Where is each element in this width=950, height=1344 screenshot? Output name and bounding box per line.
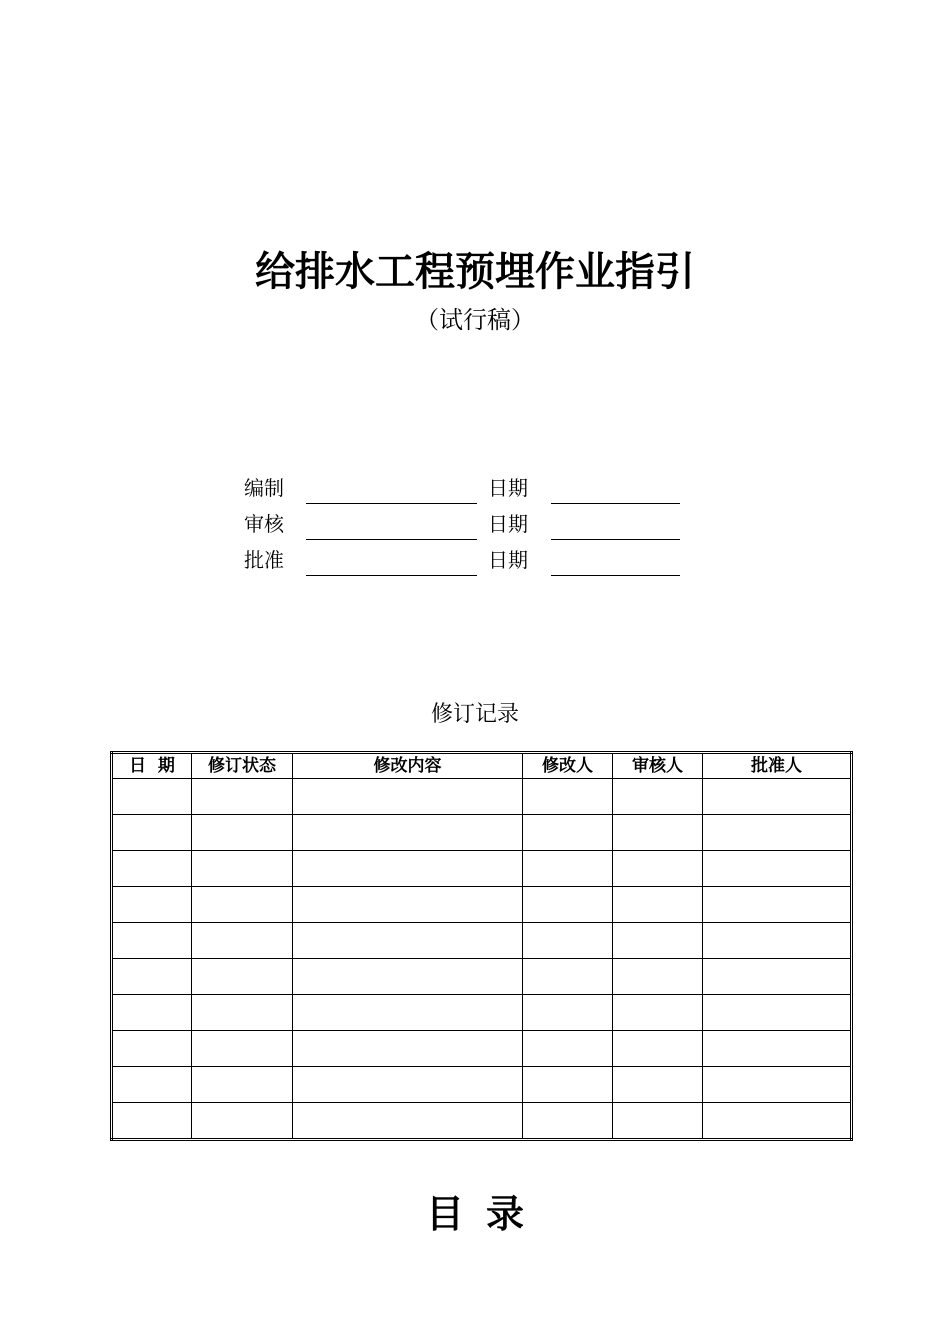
signoff-name-line (306, 575, 477, 576)
column-header-approver: 批准人 (703, 753, 852, 779)
table-cell[interactable] (613, 995, 703, 1031)
table-cell[interactable] (192, 887, 293, 923)
table-cell[interactable] (192, 851, 293, 887)
table-cell[interactable] (192, 1031, 293, 1067)
table-cell[interactable] (613, 779, 703, 815)
column-header-reviewer: 审核人 (613, 753, 703, 779)
revision-table-body (112, 779, 852, 1140)
table-cell[interactable] (523, 1067, 613, 1103)
table-cell[interactable] (192, 1067, 293, 1103)
table-cell[interactable] (703, 995, 852, 1031)
table-cell[interactable] (293, 1031, 523, 1067)
table-cell[interactable] (613, 1031, 703, 1067)
table-cell[interactable] (112, 851, 192, 887)
table-row (112, 995, 852, 1031)
table-cell[interactable] (112, 995, 192, 1031)
table-cell[interactable] (192, 1103, 293, 1140)
table-row (112, 959, 852, 995)
signoff-date-line (551, 575, 680, 576)
signoff-name-line (306, 539, 477, 540)
signoff-label: 批准 (244, 548, 284, 572)
table-row (112, 1067, 852, 1103)
revision-record-title: 修订记录 (430, 702, 519, 727)
table-cell[interactable] (112, 923, 192, 959)
table-row (112, 887, 852, 923)
table-cell[interactable] (703, 851, 852, 887)
toc-title: 目录 (425, 1191, 546, 1236)
signoff-name-line (306, 503, 477, 504)
table-cell[interactable] (523, 851, 613, 887)
table-cell[interactable] (703, 923, 852, 959)
column-header-date: 日 期 (112, 753, 192, 779)
table-cell[interactable] (703, 1031, 852, 1067)
table-cell[interactable] (523, 1103, 613, 1140)
table-cell[interactable] (523, 1031, 613, 1067)
table-row (112, 923, 852, 959)
table-cell[interactable] (613, 1067, 703, 1103)
table-cell[interactable] (293, 923, 523, 959)
table-cell[interactable] (192, 995, 293, 1031)
table-cell[interactable] (703, 959, 852, 995)
table-cell[interactable] (112, 887, 192, 923)
table-cell[interactable] (523, 995, 613, 1031)
document-subtitle: （试行稿） (415, 306, 535, 334)
table-cell[interactable] (523, 779, 613, 815)
table-cell[interactable] (293, 1067, 523, 1103)
table-cell[interactable] (703, 887, 852, 923)
signoff-row-compile (0, 474, 950, 510)
table-cell[interactable] (523, 923, 613, 959)
table-cell[interactable] (192, 815, 293, 851)
table-cell[interactable] (613, 923, 703, 959)
table-cell[interactable] (112, 959, 192, 995)
column-header-modifier: 修改人 (523, 753, 613, 779)
table-cell[interactable] (112, 779, 192, 815)
table-row (112, 815, 852, 851)
table-row (112, 1103, 852, 1140)
table-cell[interactable] (293, 779, 523, 815)
table-cell[interactable] (293, 1103, 523, 1140)
table-row (112, 1031, 852, 1067)
revision-record-table (110, 751, 853, 1141)
table-cell[interactable] (293, 851, 523, 887)
table-cell[interactable] (112, 1031, 192, 1067)
table-row (112, 851, 852, 887)
table-cell[interactable] (613, 815, 703, 851)
table-row (112, 779, 852, 815)
revision-header-row (112, 753, 852, 779)
table-cell[interactable] (523, 959, 613, 995)
table-cell[interactable] (112, 1067, 192, 1103)
signoff-date-line (551, 539, 680, 540)
table-cell[interactable] (112, 815, 192, 851)
signoff-date-label: 日期 (488, 512, 528, 536)
column-header-revision-status: 修订状态 (192, 753, 293, 779)
table-cell[interactable] (523, 815, 613, 851)
table-cell[interactable] (613, 1103, 703, 1140)
table-cell[interactable] (703, 1067, 852, 1103)
signoff-row-approve (0, 546, 950, 582)
table-cell[interactable] (293, 887, 523, 923)
signoff-date-label: 日期 (488, 548, 528, 572)
table-cell[interactable] (293, 815, 523, 851)
table-cell[interactable] (703, 815, 852, 851)
signoff-label: 审核 (244, 512, 284, 536)
signoff-label: 编制 (244, 476, 284, 500)
column-header-change-content: 修改内容 (293, 753, 523, 779)
table-cell[interactable] (192, 923, 293, 959)
table-cell[interactable] (112, 1103, 192, 1140)
signoff-date-label: 日期 (488, 476, 528, 500)
table-cell[interactable] (613, 887, 703, 923)
table-cell[interactable] (293, 959, 523, 995)
table-cell[interactable] (613, 959, 703, 995)
signoff-date-line (551, 503, 680, 504)
table-cell[interactable] (192, 959, 293, 995)
table-cell[interactable] (192, 779, 293, 815)
table-cell[interactable] (703, 779, 852, 815)
table-cell[interactable] (293, 995, 523, 1031)
table-cell[interactable] (523, 887, 613, 923)
signoff-row-review (0, 510, 950, 546)
document-title: 给排水工程预埋作业指引 (255, 248, 695, 295)
table-cell[interactable] (703, 1103, 852, 1140)
table-cell[interactable] (613, 851, 703, 887)
